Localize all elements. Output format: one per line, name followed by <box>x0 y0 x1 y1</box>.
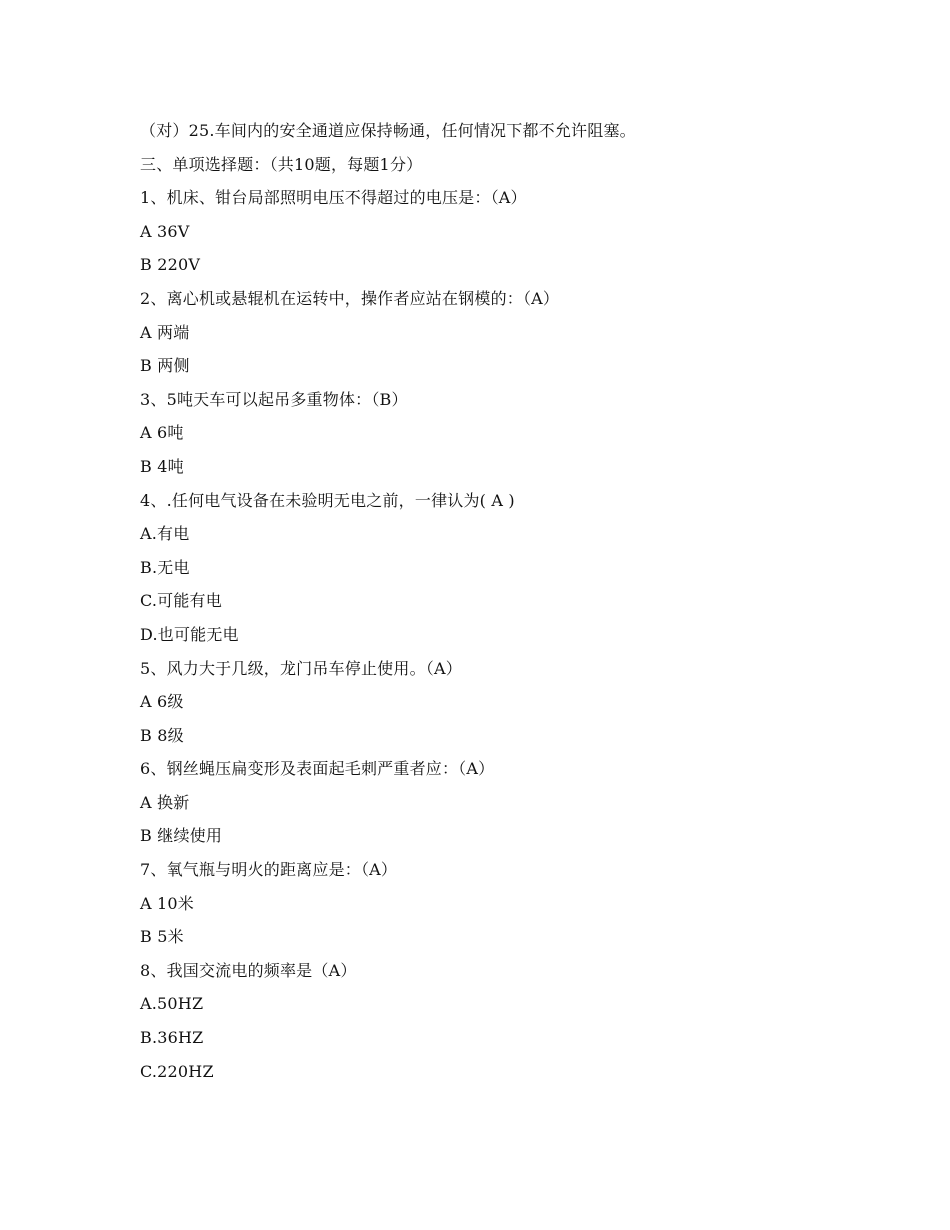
question-8: 8、我国交流电的频率是（A） <box>140 960 357 980</box>
document-body <box>140 114 840 1088</box>
question-8-option-a: A.50HZ <box>140 994 204 1014</box>
question-7-option-a: A 10米 <box>140 893 195 913</box>
section-heading-single-choice: 三、单项选择题：（共10题，每题1分） <box>140 154 423 174</box>
question-1: 1、机床、钳台局部照明电压不得超过的电压是：（A） <box>140 188 527 208</box>
question-4-option-a: A.有电 <box>140 524 190 544</box>
question-4: 4、.任何电气设备在未验明无电之前，一律认为( A ) <box>140 490 515 510</box>
question-2: 2、离心机或悬辊机在运转中，操作者应站在钢模的：（A） <box>140 288 560 308</box>
question-3-option-b: B 4吨 <box>140 456 184 476</box>
question-4-option-d: D.也可能无电 <box>140 624 239 644</box>
question-7: 7、氧气瓶与明火的距离应是：（A） <box>140 860 398 880</box>
question-3: 3、5吨天车可以起吊多重物体：（B） <box>140 389 408 409</box>
question-5-option-b: B 8级 <box>140 725 184 745</box>
question-1-option-a: A 36V <box>140 221 190 241</box>
question-5: 5、风力大于几级，龙门吊车停止使用。（A） <box>140 658 462 678</box>
question-7-option-b: B 5米 <box>140 927 184 947</box>
question-3-option-a: A 6吨 <box>140 423 184 443</box>
question-6-option-a: A 换新 <box>140 792 190 812</box>
question-6-option-b: B 继续使用 <box>140 826 223 846</box>
true-false-item-25: （对）25.车间内的安全通道应保持畅通，任何情况下都不允许阻塞。 <box>140 121 636 140</box>
question-5-option-a: A 6级 <box>140 692 184 712</box>
question-6: 6、钢丝蝇压扁变形及表面起毛刺严重者应：（A） <box>140 759 495 779</box>
question-2-option-a: A 两端 <box>140 322 190 342</box>
question-2-option-b: B 两侧 <box>140 356 190 376</box>
question-4-option-c: C.可能有电 <box>140 591 222 611</box>
question-4-option-b: B.无电 <box>140 557 190 577</box>
question-1-option-b: B 220V <box>140 255 201 275</box>
question-8-option-c: C.220HZ <box>140 1061 214 1081</box>
question-8-option-b: B.36HZ <box>140 1028 204 1048</box>
